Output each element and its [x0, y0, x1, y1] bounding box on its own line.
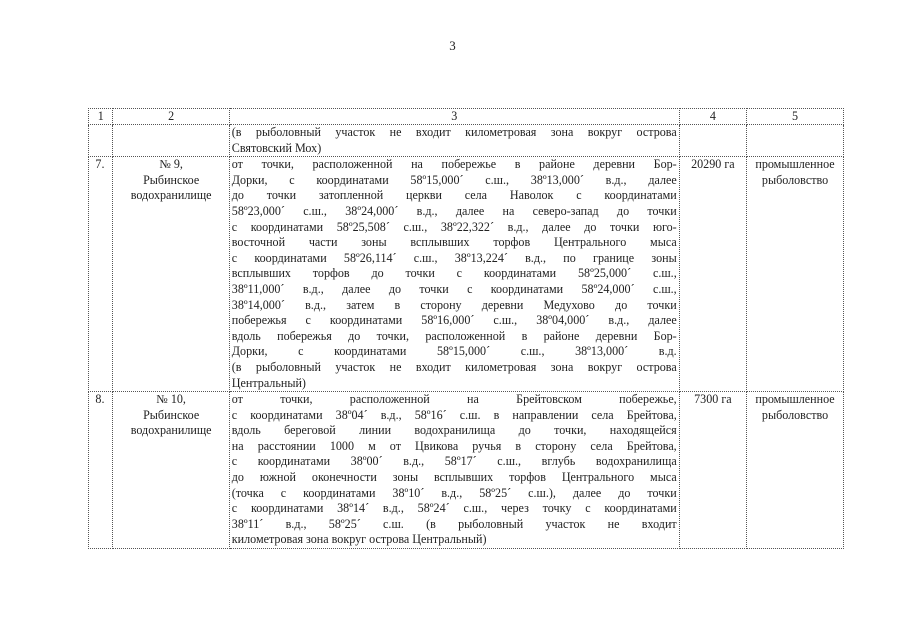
- column-number-1: 1: [89, 109, 113, 125]
- description-line: восточной части зоны всплывших торфов Центрального мыса: [231, 235, 677, 250]
- description-line: Центральный): [231, 375, 306, 390]
- description-line: (в рыболовный участок не входит километровая зона вокруг острова: [231, 359, 677, 374]
- description-line: 38º11,000´ в.д., далее до точки с координатами 58º24,000´ с.ш.,: [231, 281, 677, 296]
- column-number-4: 4: [679, 109, 746, 125]
- description-line: (точка с координатами 38º10´ в.д., 58º25´ с.ш.), далее до точки: [231, 485, 677, 500]
- description-line: с координатами 58º26,114´ с.ш., 38º13,224´ в.д., по границе зоны: [231, 250, 677, 265]
- description-line: Дорки, с координатами 58º15,000´ с.ш., 38º13,000´ в.д.: [231, 344, 677, 359]
- description-line: на расстоянии 1000 м от Цвикова ручья в сторону села Брейтова,: [231, 438, 677, 453]
- continuation-description: [229, 125, 679, 157]
- column-number-2: 2: [113, 109, 229, 125]
- column-number-3: 3: [229, 109, 679, 125]
- column-number-row: [89, 109, 844, 125]
- description-line: (в рыболовный участок не входит километровая зона вокруг острова: [231, 125, 677, 139]
- description-line: Дорки, с координатами 58º15,000´ с.ш., 38º13,000´ в.д., далее: [231, 172, 677, 187]
- area-size: 7300 га: [679, 392, 746, 549]
- description-line: всплывших торфов до точки с координатами 58º25,000´ с.ш.,: [231, 266, 677, 281]
- description-line: километровая зона вокруг острова Центральный): [231, 532, 487, 547]
- description-line: до точки затопленной церкви села Наволок с координатами: [231, 188, 677, 203]
- description-line: с координатами 38º14´ в.д., 58º24´ с.ш., через точку с координатами: [231, 501, 677, 516]
- continuation-row: [89, 125, 844, 157]
- description-line: побережья с координатами 58º16,000´ с.ш., 38º04,000´ в.д., далее: [231, 313, 677, 328]
- area-size: 20290 га: [679, 157, 746, 392]
- area-name: № 10, Рыбинское водохранилище: [113, 392, 229, 549]
- fishing-type: промышленное рыболовство: [747, 157, 844, 392]
- description-line: от точки, расположенной на побережье в районе деревни Бор-: [231, 157, 677, 172]
- description-line: с координатами 38º00´ в.д., 58º17´ с.ш., вглубь водохранилища: [231, 454, 677, 469]
- description-line: 38º11´ в.д., 58º25´ с.ш. (в рыболовный участок не входит: [231, 516, 677, 531]
- row-number: 7.: [89, 157, 113, 392]
- page-number: 3: [449, 38, 456, 53]
- column-number-5: 5: [747, 109, 844, 125]
- boundary-description: [229, 157, 679, 392]
- description-line: Святовский Мох): [231, 140, 322, 155]
- table-row: [89, 157, 844, 392]
- description-line: вдоль береговой линии водохранилища до точки, находящейся: [231, 423, 677, 438]
- area-name: № 9, Рыбинское водохранилище: [113, 157, 229, 392]
- description-line: вдоль побережья до точки, расположенной в районе деревни Бор-: [231, 328, 677, 343]
- description-line: до южной оконечности зоны всплывших торфов Центрального мыса: [231, 470, 677, 485]
- description-line: с координатами 58º25,508´ с.ш., 38º22,322´ в.д., далее до точки юго-: [231, 219, 677, 234]
- table-row: [89, 392, 844, 549]
- description-line: 38º14,000´ в.д., затем в сторону деревни Медухово до точки: [231, 297, 677, 312]
- description-line: от точки, расположенной на Брейтовском побережье,: [231, 392, 677, 407]
- description-line: с координатами 38º04´ в.д., 58º16´ с.ш. в направлении села Брейтова,: [231, 407, 677, 422]
- fishing-type: промышленное рыболовство: [747, 392, 844, 549]
- description-line: 58º23,000´ с.ш., 38º24,000´ в.д., далее на северо-запад до точки: [231, 203, 677, 218]
- boundary-description: [229, 392, 679, 549]
- row-number: 8.: [89, 392, 113, 549]
- fishing-areas-table: [88, 108, 844, 549]
